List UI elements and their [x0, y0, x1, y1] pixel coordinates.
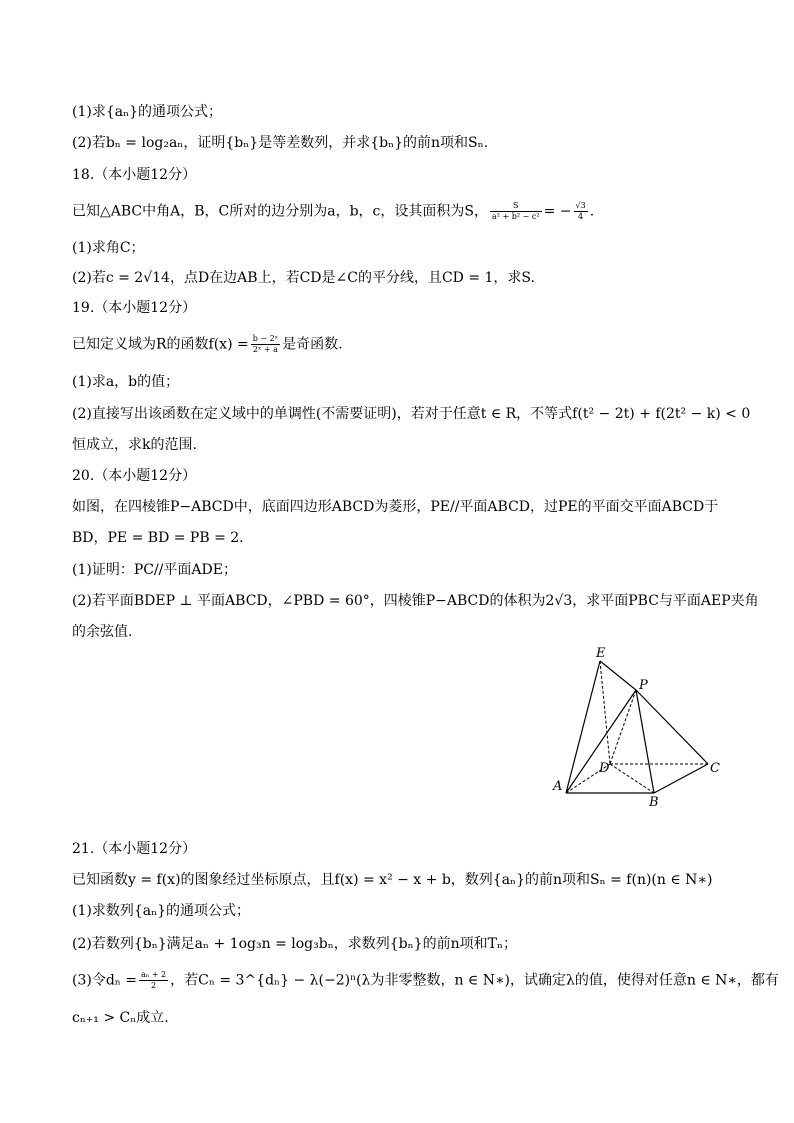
q19-fraction-num: b − 2ˣ: [252, 334, 279, 343]
label-D: D: [599, 761, 610, 776]
q20-stem: 如图，在四棱锥P−ABCD中，底面四边形ABCD为菱形，PE//平面ABCD，过PE的平面交平面ABCD于: [72, 499, 719, 515]
q20-header: 20.（本小题12分）: [72, 468, 197, 484]
q18-fraction-den: a² + b² − c²: [492, 212, 540, 221]
pyramid-figure: [548, 644, 728, 814]
q17-part1: (1)求{aₙ}的通项公式；: [72, 104, 223, 120]
q20-stem-cont: BD，PE = BD = PB = 2.: [72, 530, 244, 546]
q20-part2-cont: 的余弦值.: [72, 624, 133, 640]
q21-part3-cont: cₙ₊₁ > Cₙ成立.: [72, 1010, 169, 1026]
q19-part2: (2)直接写出该函数在定义域中的单调性(不需要证明)，若对于任意t ∈ R，不等式f(t² − 2t) + f(2t² − k) < 0: [72, 406, 751, 422]
label-B: B: [649, 795, 659, 810]
q21-part3-tail: ，若Cₙ = 3^{dₙ} − λ(−2)ⁿ(λ为非零整数，n ∈ N∗)，试确定λ的值，使得对任意n ∈ N∗，都有: [170, 972, 779, 989]
q19-stem-tail: 是奇函数.: [282, 336, 343, 353]
q19-fraction: [251, 334, 280, 355]
q18-fraction2-num: √3: [575, 201, 586, 210]
q18-fraction2-den: 4: [578, 212, 584, 221]
label-A: A: [553, 779, 563, 794]
q19-part2-cont: 恒成立，求k的范围.: [72, 437, 197, 453]
label-C: C: [710, 761, 720, 776]
q18-part2: (2)若c = 2√14，点D在边AB上，若CD是∠C的平分线，且CD = 1，求S.: [72, 270, 535, 286]
q21-fraction: [139, 970, 168, 991]
edge-ED: [600, 661, 610, 764]
q21-part3: [72, 970, 779, 991]
q17-part2: (2)若bₙ = log₂aₙ，证明{bₙ}是等差数列，并求{bₙ}的前n项和Sₙ.: [72, 135, 489, 151]
edge-EA: [566, 661, 600, 793]
q21-fraction-num: aₙ + 2: [141, 970, 167, 979]
q18-stem: [72, 201, 732, 222]
label-P: P: [639, 678, 648, 693]
q21-part2: (2)若数列{bₙ}满足aₙ + 1og₃n = log₃bₙ，求数列{bₙ}的前n项和Tₙ；: [72, 936, 517, 952]
q20-part2: (2)若平面BDEP ⊥ 平面ABCD，∠PBD = 60°，四棱锥P−ABCD的体积为2√3，求平面PBC与平面AEP夹角: [72, 593, 759, 609]
q19-stem-text: 已知定义域为R的函数f(x) =: [72, 336, 249, 353]
edge-PA: [566, 690, 636, 793]
q20-part1: (1)证明：PC//平面ADE；: [72, 562, 237, 578]
edge-BC: [654, 764, 708, 793]
q18-period: .: [589, 203, 595, 220]
q19-stem: [72, 334, 732, 355]
edge-EP: [600, 661, 636, 690]
q21-part3-text: (3)令dₙ =: [72, 972, 138, 989]
q19-header: 19.（本小题12分）: [72, 300, 197, 316]
q18-equals: = −: [543, 203, 572, 220]
q21-fraction-den: 2: [151, 981, 157, 990]
q18-fraction-num: S: [490, 201, 542, 212]
q21-header: 21.（本小题12分）: [72, 841, 197, 857]
edge-PD: [610, 690, 636, 764]
q18-part1: (1)求角C；: [72, 240, 145, 256]
edge-DB: [610, 764, 654, 793]
q21-stem: 已知函数y = f(x)的图象经过坐标原点，且f(x) = x² − x + b，数列{aₙ}的前n项和Sₙ = f(n)(n ∈ N∗): [72, 872, 713, 888]
q19-fraction-den: 2ˣ + a: [252, 345, 278, 354]
q18-fraction: [490, 201, 542, 222]
q18-header: 18.（本小题12分）: [72, 167, 197, 183]
label-E: E: [596, 646, 606, 661]
q18-stem-text: 已知△ABC中角A，B，C所对的边分别为a，b，c，设其面积为S，: [72, 203, 488, 220]
q19-part1: (1)求a，b的值；: [72, 374, 180, 390]
q21-part1: (1)求数列{aₙ}的通项公式；: [72, 903, 251, 919]
q18-fraction2: [574, 201, 588, 222]
